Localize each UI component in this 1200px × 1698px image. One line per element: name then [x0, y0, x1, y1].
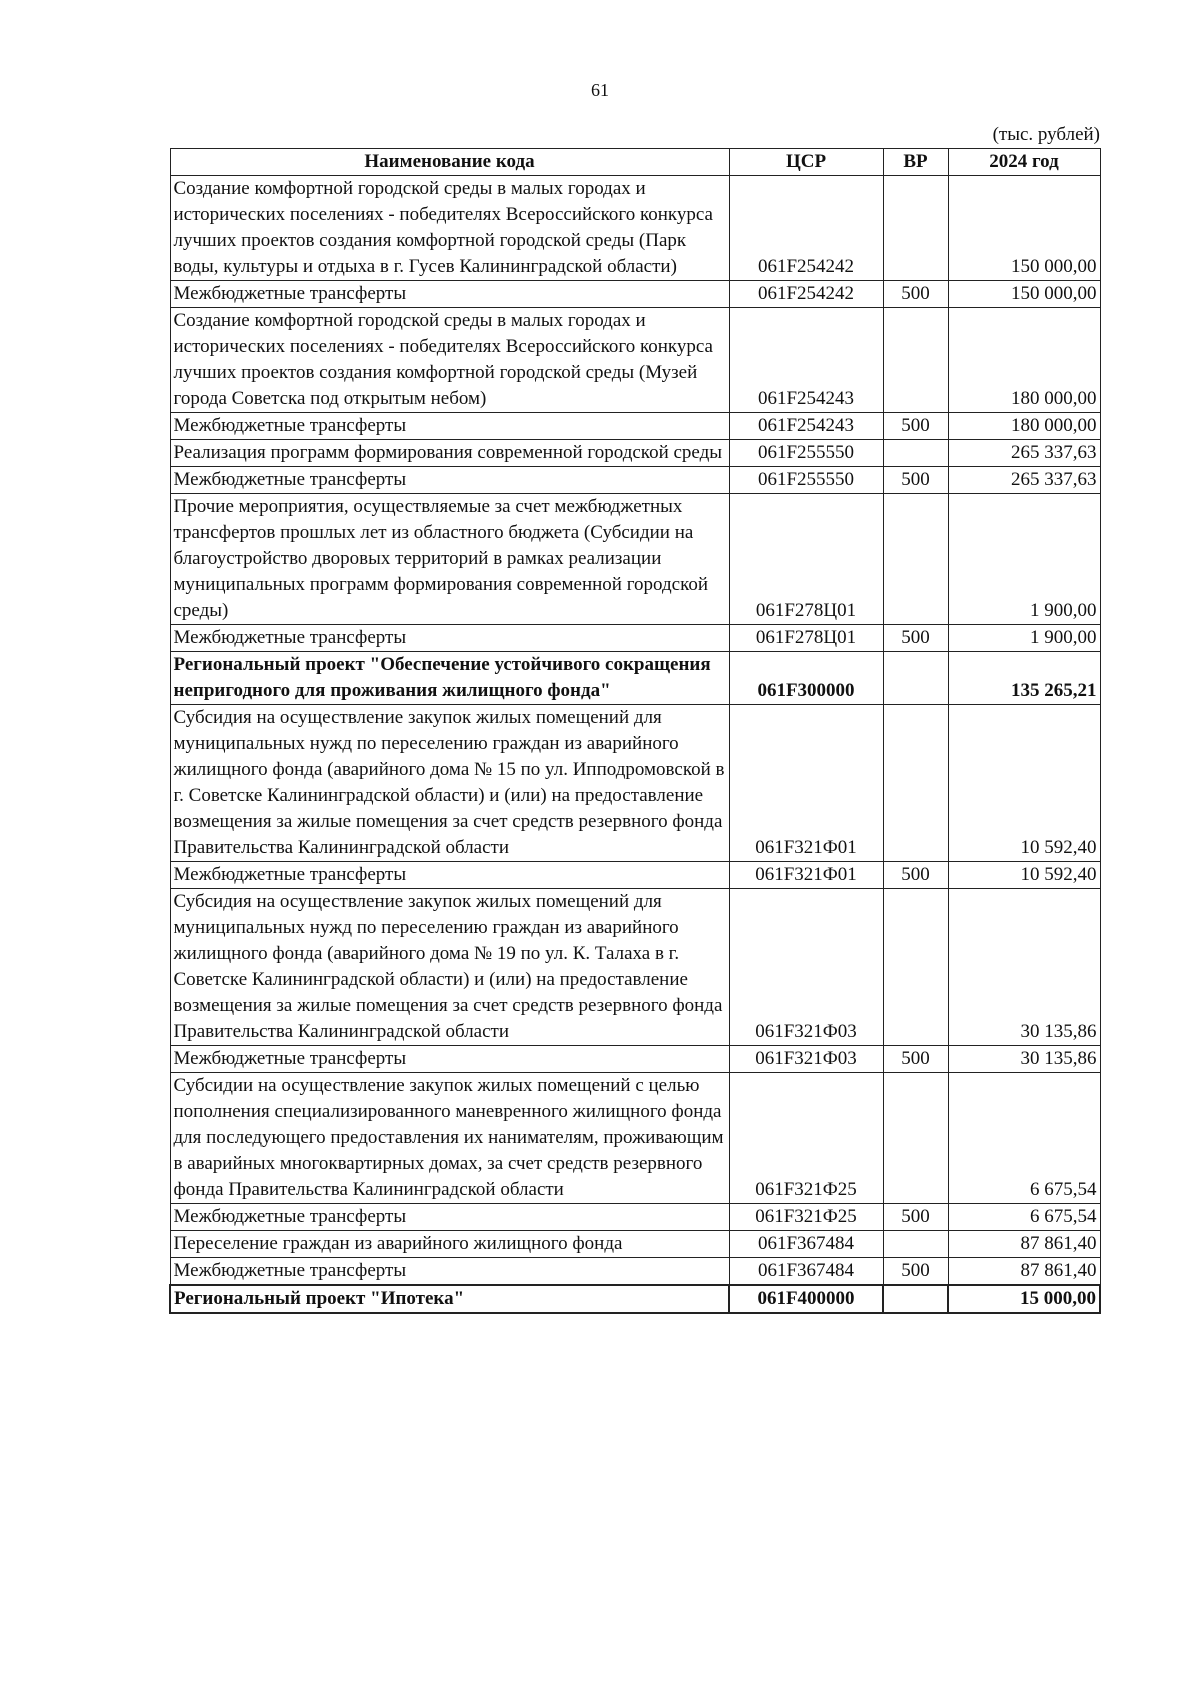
row-amount: 180 000,00	[948, 308, 1100, 413]
row-vr-code: 500	[883, 1204, 948, 1231]
row-csr-code: 061F278Ц01	[729, 494, 883, 625]
row-name: Межбюджетные трансферты	[170, 1046, 729, 1073]
row-amount: 150 000,00	[948, 176, 1100, 281]
row-csr-code: 061F255550	[729, 467, 883, 494]
row-name: Региональный проект "Обеспечение устойчивого сокращения непригодного для проживания жилищного фонда"	[170, 652, 729, 705]
row-csr-code: 061F367484	[729, 1258, 883, 1286]
row-amount: 6 675,54	[948, 1204, 1100, 1231]
row-vr-code	[883, 1231, 948, 1258]
row-csr-code: 061F321Ф03	[729, 1046, 883, 1073]
row-vr-code	[883, 652, 948, 705]
row-vr-code	[883, 1073, 948, 1204]
row-amount: 135 265,21	[948, 652, 1100, 705]
row-csr-code: 061F400000	[729, 1285, 883, 1313]
row-amount: 6 675,54	[948, 1073, 1100, 1204]
table-row	[170, 413, 1100, 440]
row-vr-code: 500	[883, 1046, 948, 1073]
table-row	[170, 440, 1100, 467]
row-name: Межбюджетные трансферты	[170, 625, 729, 652]
table-row	[170, 1285, 1100, 1313]
row-vr-code	[883, 308, 948, 413]
row-amount: 10 592,40	[948, 705, 1100, 862]
row-vr-code	[883, 1285, 948, 1313]
table-row	[170, 494, 1100, 625]
row-name: Создание комфортной городской среды в малых городах и исторических поселениях - победителях Всероссийского конкурса лучших проектов создания комфортной городской среды (Музей города Советска под открытым небом)	[170, 308, 729, 413]
row-amount: 150 000,00	[948, 281, 1100, 308]
row-amount: 1 900,00	[948, 625, 1100, 652]
table-row	[170, 1258, 1100, 1286]
row-amount: 265 337,63	[948, 467, 1100, 494]
row-name: Субсидия на осуществление закупок жилых помещений для муниципальных нужд по переселению граждан из аварийного жилищного фонда (аварийного дома № 19 по ул. К. Талаха в г. Советске Калининградской области) и (или) на предоставление возмещения за жилые помещения за счет средств резервного фонда Правительства Калининградской области	[170, 889, 729, 1046]
unit-label: (тыс. рублей)	[992, 124, 1100, 145]
row-vr-code	[883, 494, 948, 625]
row-name: Межбюджетные трансферты	[170, 1258, 729, 1286]
header-sum: 2024 год	[948, 149, 1100, 176]
row-vr-code: 500	[883, 625, 948, 652]
row-name: Прочие мероприятия, осуществляемые за счет межбюджетных трансфертов прошлых лет из областного бюджета (Субсидии на благоустройство дворовых территорий в рамках реализации муниципальных программ формирования современной городской среды)	[170, 494, 729, 625]
row-amount: 15 000,00	[948, 1285, 1100, 1313]
row-amount: 180 000,00	[948, 413, 1100, 440]
row-name: Межбюджетные трансферты	[170, 413, 729, 440]
header-name: Наименование кода	[170, 149, 729, 176]
table-row	[170, 862, 1100, 889]
row-amount: 265 337,63	[948, 440, 1100, 467]
row-amount: 87 861,40	[948, 1231, 1100, 1258]
table-row	[170, 467, 1100, 494]
table-row	[170, 705, 1100, 862]
row-name: Создание комфортной городской среды в малых городах и исторических поселениях - победителях Всероссийского конкурса лучших проектов создания комфортной городской среды (Парк воды, культуры и отдыха в г. Гусев Калининградской области)	[170, 176, 729, 281]
budget-table	[169, 148, 1101, 1314]
row-csr-code: 061F255550	[729, 440, 883, 467]
table-row	[170, 281, 1100, 308]
table-row	[170, 176, 1100, 281]
row-vr-code: 500	[883, 1258, 948, 1286]
row-name: Межбюджетные трансферты	[170, 862, 729, 889]
row-vr-code: 500	[883, 862, 948, 889]
row-amount: 10 592,40	[948, 862, 1100, 889]
row-csr-code: 061F254243	[729, 413, 883, 440]
row-name: Межбюджетные трансферты	[170, 467, 729, 494]
row-name: Межбюджетные трансферты	[170, 281, 729, 308]
row-name: Межбюджетные трансферты	[170, 1204, 729, 1231]
table-row	[170, 1046, 1100, 1073]
table-row	[170, 1231, 1100, 1258]
table-row	[170, 625, 1100, 652]
table-row	[170, 1073, 1100, 1204]
row-name: Региональный проект "Ипотека"	[170, 1285, 729, 1313]
table-row	[170, 889, 1100, 1046]
row-csr-code: 061F254243	[729, 308, 883, 413]
row-csr-code: 061F321Ф01	[729, 862, 883, 889]
row-csr-code: 061F321Ф25	[729, 1204, 883, 1231]
table-row	[170, 652, 1100, 705]
row-name: Субсидии на осуществление закупок жилых помещений с целью пополнения специализированного маневренного жилищного фонда для последующего предоставления их нанимателям, проживающим в аварийных многоквартирных домах, за счет средств резервного фонда Правительства Калининградской области	[170, 1073, 729, 1204]
row-name: Реализация программ формирования современной городской среды	[170, 440, 729, 467]
header-csr: ЦСР	[729, 149, 883, 176]
row-amount: 1 900,00	[948, 494, 1100, 625]
row-csr-code: 061F321Ф25	[729, 1073, 883, 1204]
row-csr-code: 061F367484	[729, 1231, 883, 1258]
row-vr-code: 500	[883, 281, 948, 308]
table-row	[170, 308, 1100, 413]
row-vr-code: 500	[883, 413, 948, 440]
row-vr-code	[883, 440, 948, 467]
row-name: Переселение граждан из аварийного жилищного фонда	[170, 1231, 729, 1258]
row-csr-code: 061F254242	[729, 176, 883, 281]
row-name: Субсидия на осуществление закупок жилых помещений для муниципальных нужд по переселению граждан из аварийного жилищного фонда (аварийного дома № 15 по ул. Ипподромовской в г. Советске Калининградской области) и (или) на предоставление возмещения за жилые помещения за счет средств резервного фонда Правительства Калининградской области	[170, 705, 729, 862]
row-csr-code: 061F321Ф01	[729, 705, 883, 862]
row-amount: 30 135,86	[948, 1046, 1100, 1073]
row-csr-code: 061F300000	[729, 652, 883, 705]
page-number: 61	[591, 80, 609, 100]
row-amount: 87 861,40	[948, 1258, 1100, 1286]
table-header-row	[170, 149, 1100, 176]
row-csr-code: 061F278Ц01	[729, 625, 883, 652]
row-vr-code	[883, 176, 948, 281]
row-csr-code: 061F321Ф03	[729, 889, 883, 1046]
table-row	[170, 1204, 1100, 1231]
row-vr-code	[883, 889, 948, 1046]
header-vr: ВР	[883, 149, 948, 176]
row-vr-code: 500	[883, 467, 948, 494]
row-csr-code: 061F254242	[729, 281, 883, 308]
row-vr-code	[883, 705, 948, 862]
row-amount: 30 135,86	[948, 889, 1100, 1046]
